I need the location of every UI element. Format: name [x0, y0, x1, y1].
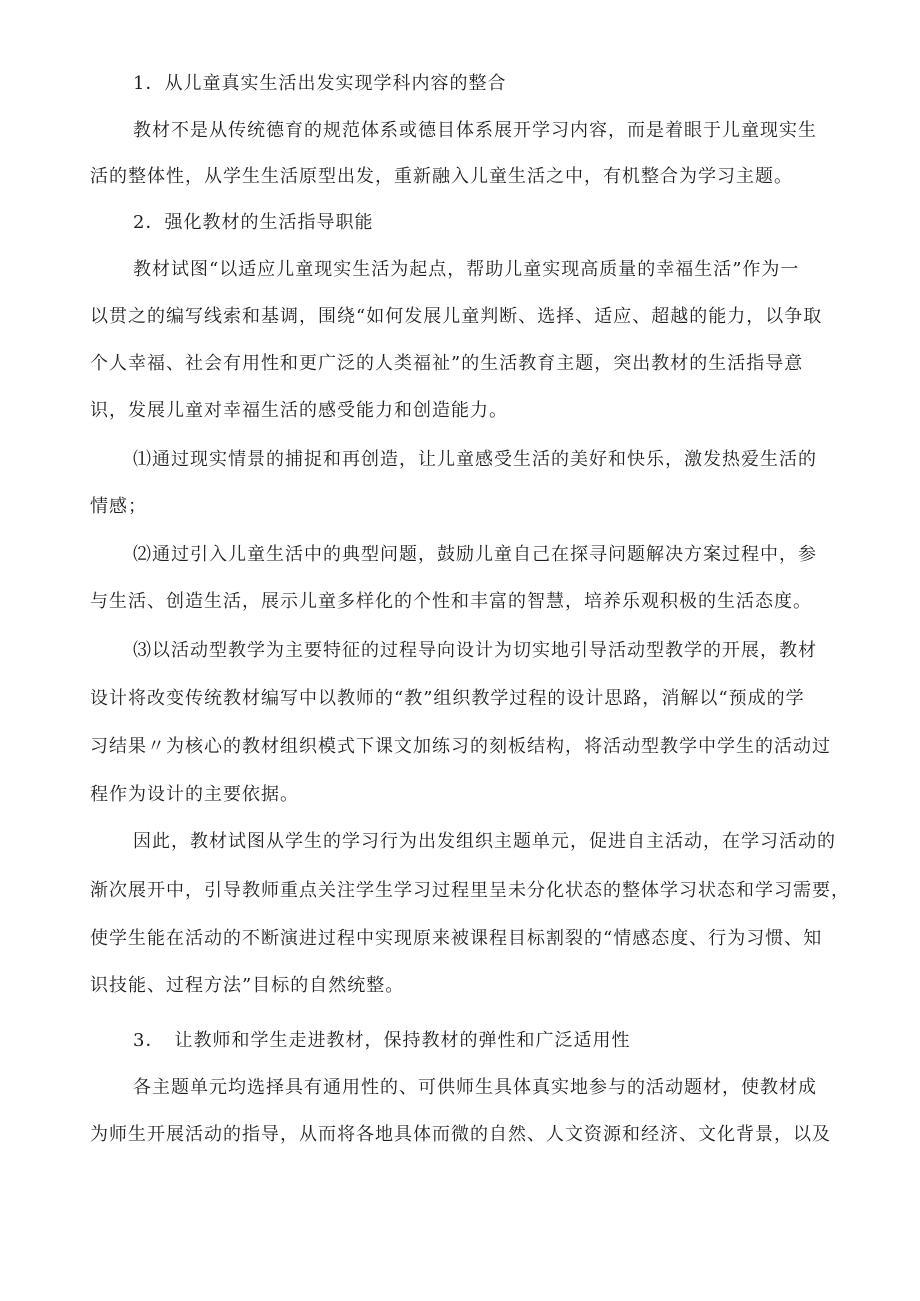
section-heading-1: 1．从儿童真实生活出发实现学科内容的整合: [133, 73, 507, 94]
list-item-3-line-3: 习结果〃为核心的教材组织模式下课文加练习的刻板结构，将活动型教学中学生的活动过: [90, 736, 831, 757]
list-item-1-line-2: 情感；: [90, 496, 147, 517]
paragraph-2-line-2: 以贯之的编写线索和基调，围绕“如何发展儿童判断、选择、适应、超越的能力，以争取: [90, 306, 823, 327]
list-item-2-line-2: 与生活、创造生活，展示儿童多样化的个性和丰富的智慧，培养乐观积极的生活态度。: [90, 591, 812, 612]
paragraph-3-line-1: 因此，教材试图从学生的学习行为出发组织主题单元，促进自主活动，在学习活动的: [133, 831, 836, 852]
paragraph-3-line-2: 渐次展开中，引导教师重点关注学生学习过程里呈未分化状态的整体学习状态和学习需要，: [90, 880, 850, 901]
list-item-3-line-4: 程作为设计的主要依据。: [90, 784, 299, 805]
list-item-3-line-2: 设计将改变传统教材编写中以教师的“教”组织教学过程的设计思路，消解以“预成的学: [90, 688, 805, 709]
paragraph-3-line-3: 使学生能在活动的不断演进过程中实现原来被课程目标割裂的“情感态度、行为习惯、知: [90, 928, 823, 949]
list-item-1-line-1: ⑴通过现实情景的捕捉和再创造，让儿童感受生活的美好和快乐，激发热爱生活的: [133, 449, 817, 470]
paragraph-1-line-1: 教材不是从传统德育的规范体系或德目体系展开学习内容，而是着眼于儿童现实生: [133, 120, 817, 141]
section-heading-3: 3． 让教师和学生走进教材，保持教材的弹性和广泛适用性: [133, 1030, 631, 1051]
paragraph-2-line-4: 识，发展儿童对幸福生活的感受能力和创造能力。: [90, 400, 508, 421]
paragraph-3-line-4: 识技能、过程方法”目标的自然统整。: [90, 975, 405, 996]
list-item-3-line-1: ⑶以活动型教学为主要特征的过程导向设计为切实地引导活动型教学的开展，教材: [133, 640, 817, 661]
paragraph-2-line-1: 教材试图“以适应儿童现实生活为起点，帮助儿童实现高质量的幸福生活”作为一: [133, 259, 800, 280]
paragraph-2-line-3: 个人幸福、社会有用性和更广泛的人类福祉”的生活教育主题，突出教材的生活指导意: [90, 353, 804, 374]
section-heading-2: 2．强化教材的生活指导职能: [133, 212, 374, 233]
paragraph-4-line-1: 各主题单元均选择具有通用性的、可供师生具体真实地参与的活动题材，使教材成: [133, 1077, 817, 1098]
paragraph-1-line-2: 活的整体性，从学生生活原型出发，重新融入儿童生活之中，有机整合为学习主题。: [90, 166, 793, 187]
list-item-2-line-1: ⑵通过引入儿童生活中的典型问题，鼓励儿童自己在探寻问题解决方案过程中，参: [133, 544, 817, 565]
paragraph-4-line-2: 为师生开展活动的指导，从而将各地具体而微的自然、人文资源和经济、文化背景，以及: [90, 1124, 831, 1145]
